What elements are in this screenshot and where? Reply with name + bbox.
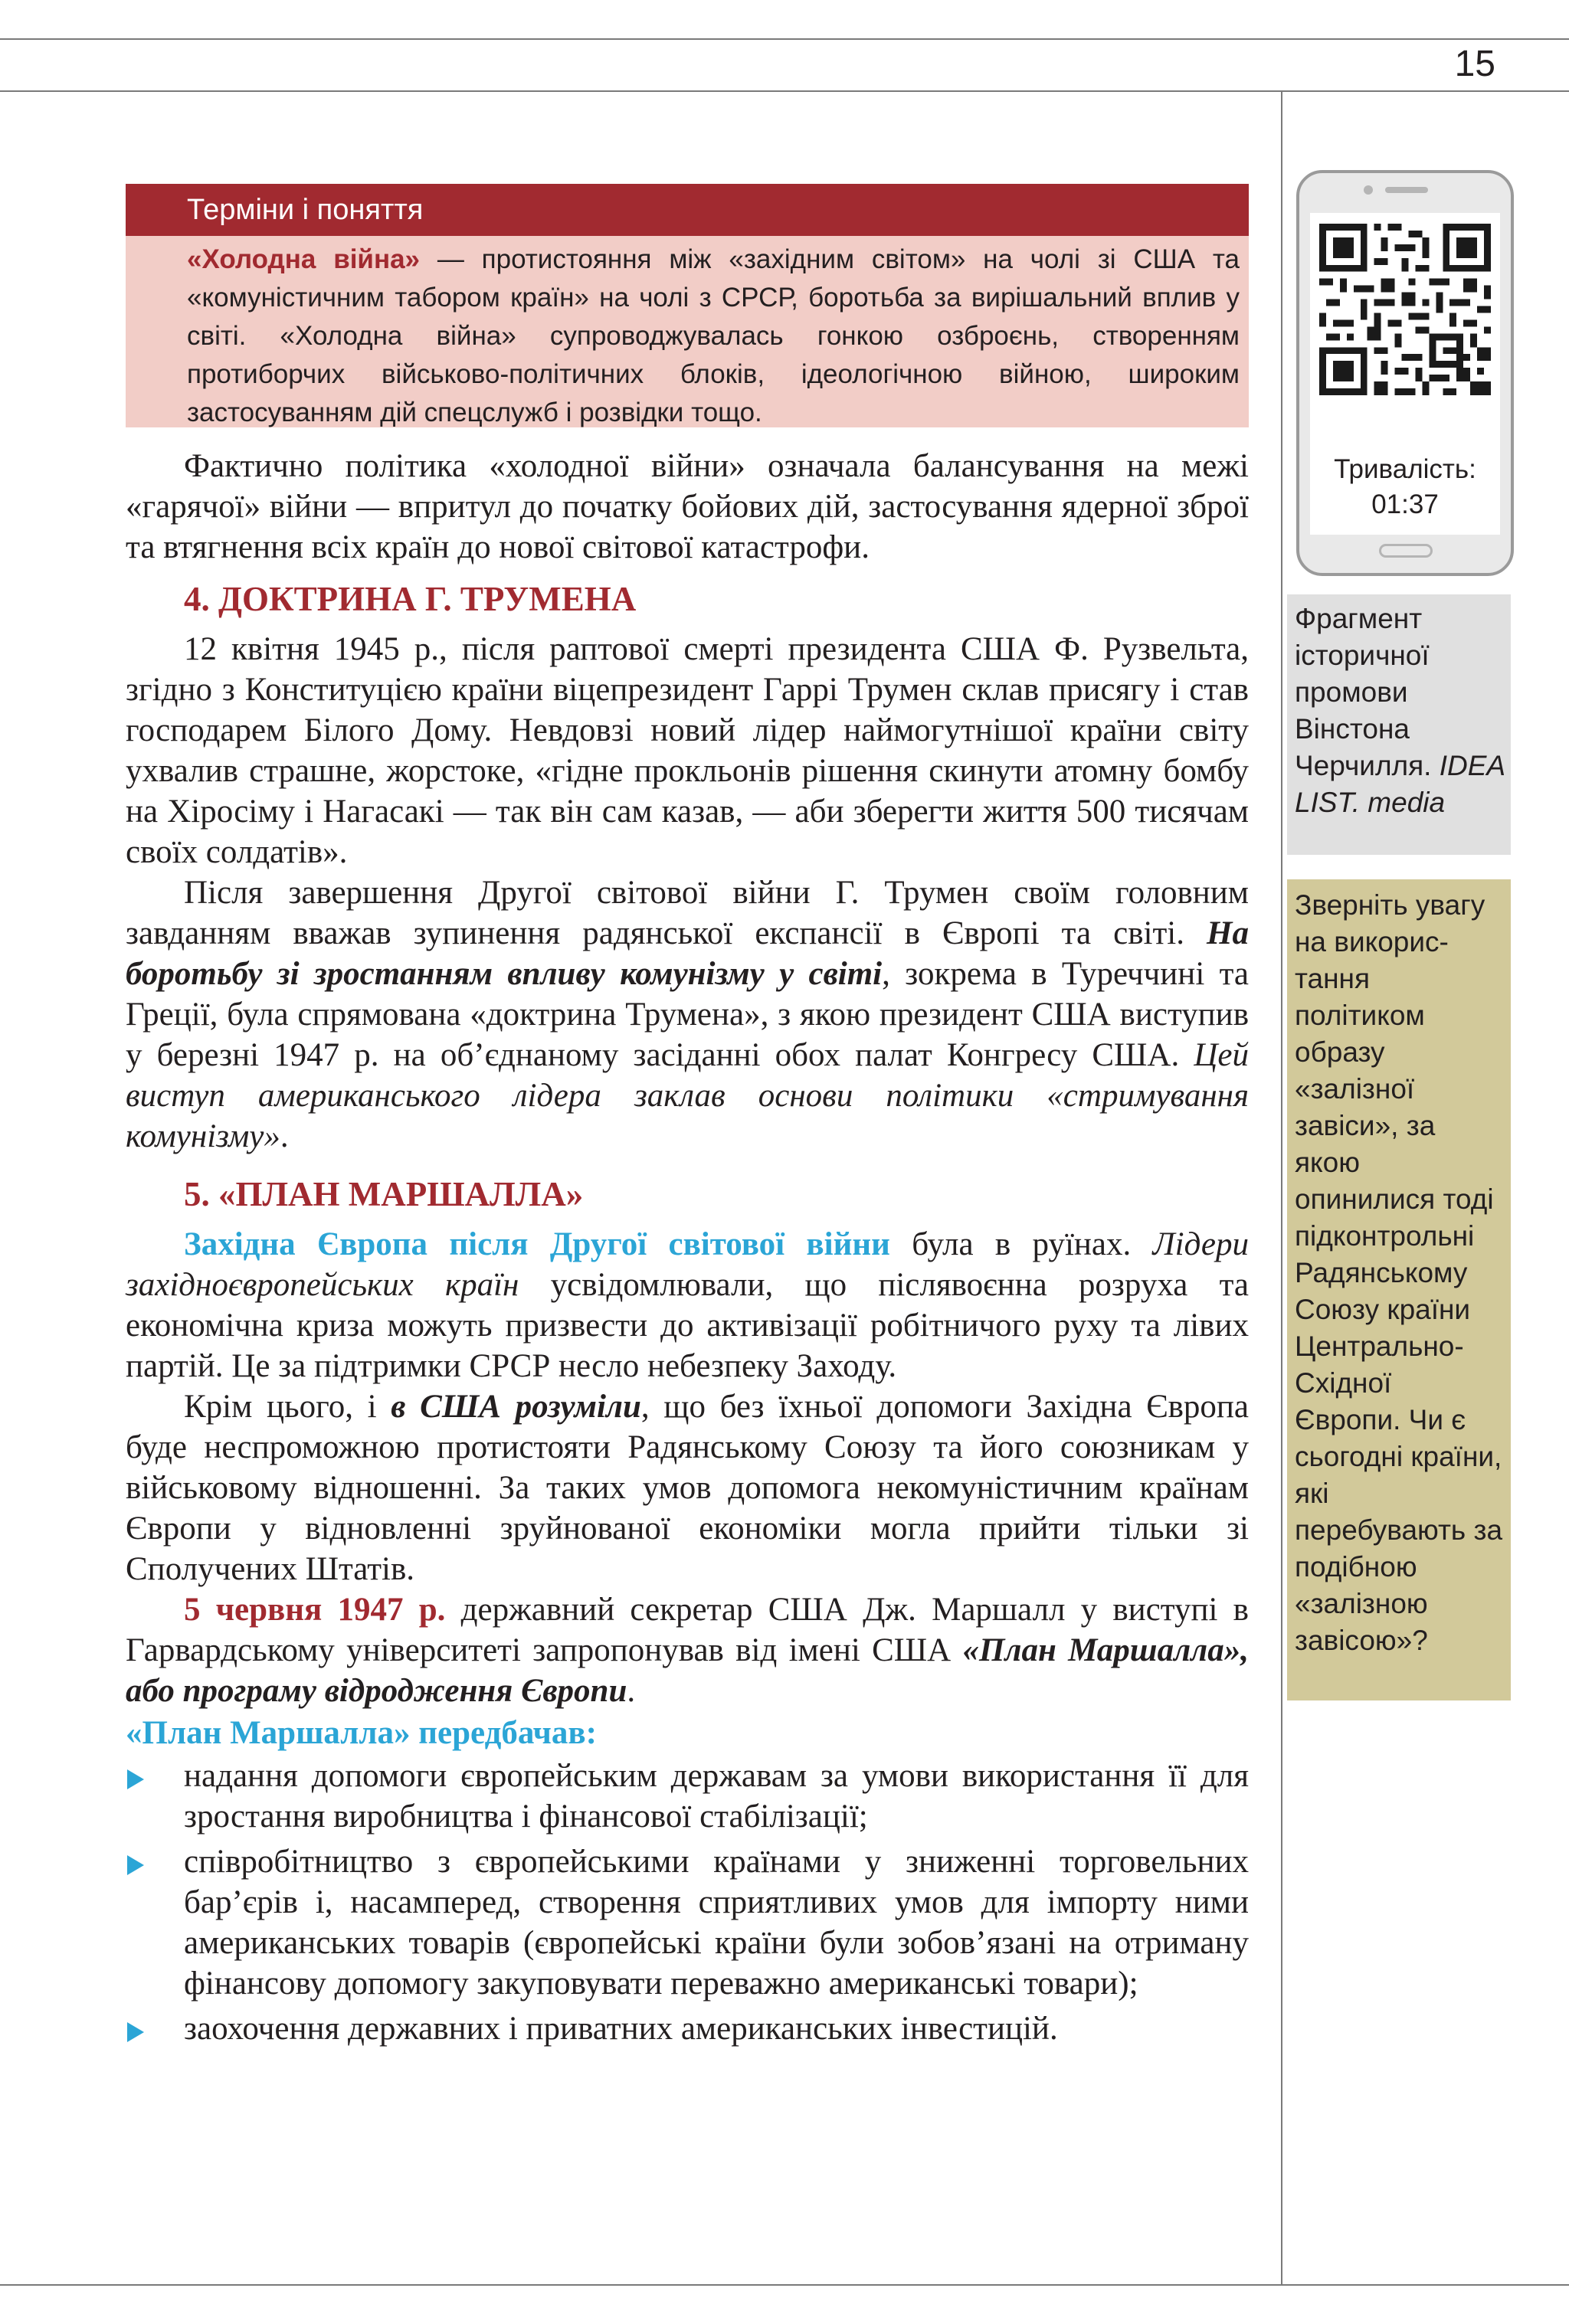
section-4-paragraph-2 bbox=[126, 872, 1249, 1157]
question-text: Зверніть увагу на використання політиком образу «залізної завіси», за якою опинилися тоді підконтрольні Радянському Союзу країни Центрально-Східної Європи. Чи є сьогодні країни, які перебувають за подібною «залізною завісою»? bbox=[1295, 889, 1503, 1656]
list-item: заохочення державних і приватних американських інвестицій. bbox=[126, 2008, 1249, 2049]
section-5-paragraph-2 bbox=[126, 1386, 1249, 1589]
marshall-plan-list bbox=[126, 1756, 1249, 2049]
s5p1-b: усвідомлювали, що післявоєнна розруха та економічна криза можуть призвести до активізації робітничого руху та лівих партій. Це за підтримки СРСР несло небезпеку Заходу. bbox=[126, 1267, 1249, 1384]
terms-box bbox=[126, 184, 1249, 427]
phone-speaker bbox=[1385, 187, 1428, 193]
section-4-title: 4. ДОКТРИНА Г. ТРУМЕНА bbox=[184, 580, 637, 618]
section-5-title: 5. «ПЛАН МАРШАЛЛА» bbox=[184, 1175, 584, 1213]
question-box bbox=[1287, 879, 1511, 1700]
column-divider bbox=[1281, 90, 1282, 2284]
list-item: співробітництво з європейськими країнами у зниженні торговельних бар’єрів і, насамперед, створення сприятливих умов для імпорту ними американських товарів (європейські країни були зобов’язані на отриману фінансову допомогу закуповувати переважно американські товари); bbox=[126, 1841, 1249, 2004]
terms-definition bbox=[126, 236, 1249, 432]
s5p3-a: державний секретар США Дж. Маршалл у виступі в Гарвардському університеті запропонував від імені США bbox=[126, 1592, 1249, 1668]
s4p2-start: Після завершення Другої світової війни Г. Трумен своїм головним завданням вважав зупинення радянської експансії в Європі та світі. bbox=[126, 875, 1249, 951]
header-rule bbox=[0, 90, 1569, 92]
s5p3-date: 5 червня 1947 р. bbox=[184, 1592, 446, 1628]
s5p2-italic: в США розуміли bbox=[391, 1389, 641, 1425]
qr-code-icon[interactable] bbox=[1319, 224, 1491, 395]
duration-label: Тривалість: bbox=[1334, 454, 1476, 484]
video-duration bbox=[1310, 452, 1500, 522]
s5p1-a: була в руїнах. bbox=[889, 1226, 1153, 1262]
s4p2-mid: , зокрема в Туреччині та Греції, була спрямована «доктрина Трумена», з якою президент США виступив у березні 1947 р. на об’єднаному засіданні обох палат Конгресу США. bbox=[126, 956, 1249, 1073]
phone-home-button bbox=[1379, 544, 1433, 558]
s5p2-b: , що без їхньої допомоги Західна Європа буде неспроможною протистояти Радянському Союзу та його союзникам у військовому відношенні. За таких умов допомога некомуністичним країнам Європи у відновленні зруйнованої економіки могла прийти тільки зі Сполучених Штатів. bbox=[126, 1389, 1249, 1587]
main-text bbox=[126, 446, 1249, 2054]
phone-camera bbox=[1364, 185, 1373, 195]
s5p1-italic: Лідери західноєвропейських країн bbox=[126, 1226, 1249, 1303]
list-item: надання допомоги європейським державам за умови використання її для зростання виробництва і фінансової стабілізації; bbox=[126, 1756, 1249, 1837]
section-4-paragraph-1: 12 квітня 1945 р., після раптової смерті президента США Ф. Рузвельта, згідно з Конституцією країни віцепрезидент Гаррі Трумен склав присягу і став господарем Білого Дому. Невдовзі новий лідер наймогутнішої країни світу ухвалив страшне, жорстоке, «гідне прокльонів рішення скинути атомну бомбу на Хіросіму і Нагасакі — так він сам казав, — аби зберегти життя 500 тисячам своїх солдатів». bbox=[126, 631, 1249, 870]
phone-illustration bbox=[1296, 170, 1514, 576]
video-source: IDEA LIST. media bbox=[1295, 750, 1505, 818]
term-cold-war: «Холодна війна» bbox=[187, 244, 421, 274]
section-5-paragraph-3 bbox=[126, 1589, 1249, 1711]
duration-value: 01:37 bbox=[1371, 489, 1439, 519]
top-rule bbox=[0, 38, 1569, 40]
bottom-rule bbox=[0, 2284, 1569, 2286]
marshall-plan-subhead: «План Маршалла» передбачав: bbox=[126, 1715, 597, 1751]
video-note-box bbox=[1287, 594, 1511, 855]
s5p2-a: Крім цього, і bbox=[184, 1389, 391, 1425]
s5p3-end: . bbox=[627, 1673, 636, 1709]
page-number: 15 bbox=[1454, 44, 1495, 84]
s4p2-end: . bbox=[280, 1118, 289, 1154]
section-5-paragraph-1 bbox=[126, 1224, 1249, 1386]
s5p1-lead: Західна Європа після Другої світової війни bbox=[184, 1226, 890, 1262]
intro-paragraph: Фактично політика «холодної війни» означала балансування на межі «гарячої» війни — впритул до початку бойових дій, застосування ядерної зброї та втягнення всіх країн до нової світової катастрофи. bbox=[126, 448, 1249, 565]
s4p2-italic: Цей виступ американського лідера заклав основи політики «стримування комунізму» bbox=[126, 1037, 1249, 1154]
terms-header: Терміни і поняття bbox=[126, 184, 1249, 236]
phone-screen bbox=[1310, 213, 1500, 535]
video-note: Фрагмент історичної промови Вінстона Черчилля. bbox=[1295, 603, 1432, 781]
s5p3-italic: «План Маршалла», або програму відродження Європи bbox=[126, 1632, 1249, 1709]
s4p2-emphasis: На боротьбу зі зростанням впливу комунізму у світі bbox=[126, 915, 1249, 992]
term-definition-text: — протистояння між «західним світом» на чолі зі США та «комуністичним табором країн» на чолі з СРСР, боротьба за вирішальний вплив у світі. «Холодна війна» супроводжувалась гонкою озброєнь, створенням протиборчих військово-політичних блоків, ідеологічною війною, широким застосуванням дій спецслужб і розвідки тощо. bbox=[187, 244, 1240, 427]
